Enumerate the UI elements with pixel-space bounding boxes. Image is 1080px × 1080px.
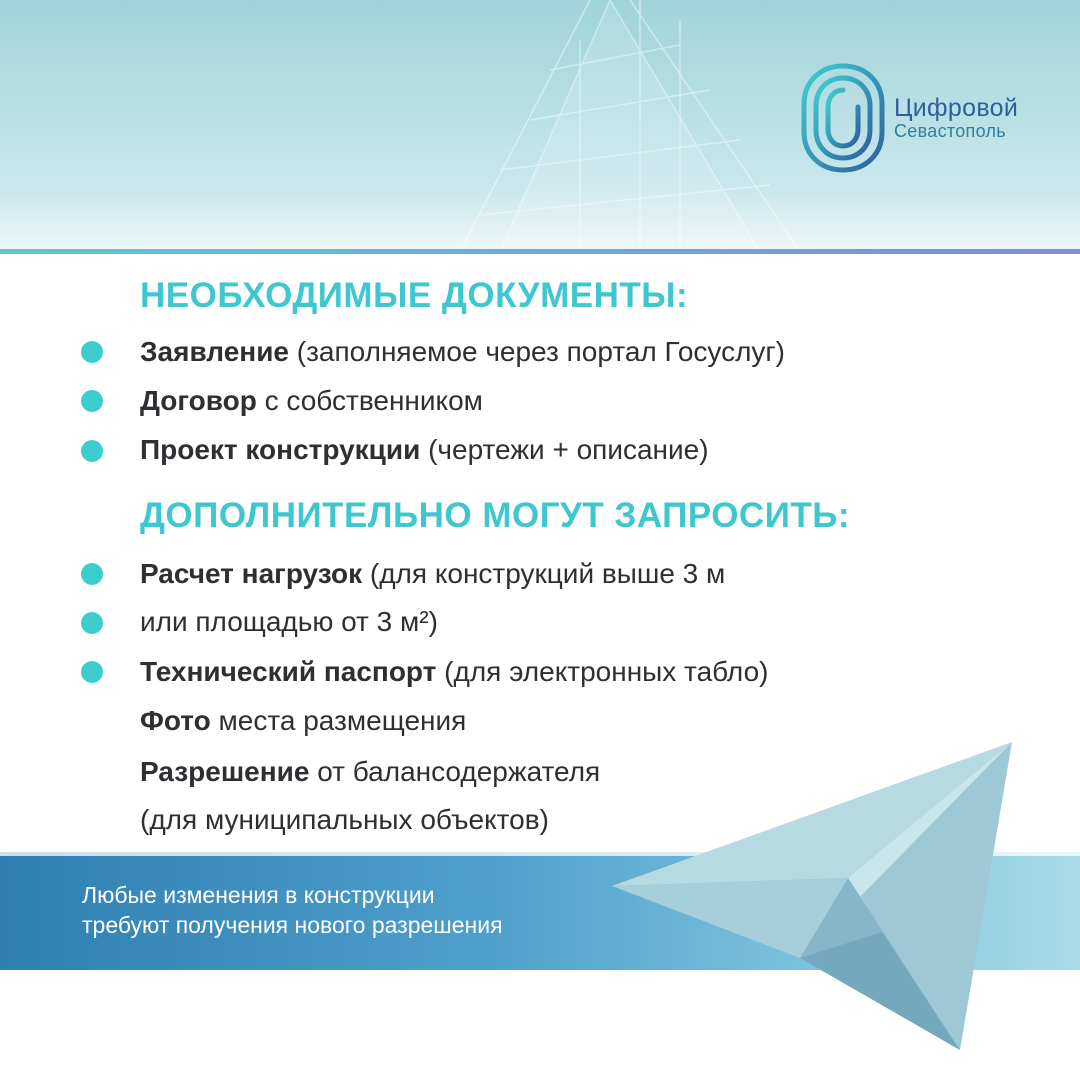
item-text: (для электронных табло): [436, 656, 769, 687]
item-text: (заполняемое через портал Госуслуг): [288, 336, 785, 367]
item-text: (для муниципальных объектов): [140, 804, 549, 835]
item-text: (чертежи + описание): [420, 434, 709, 465]
list-item: [140, 383, 483, 419]
item-bold-label: Расчет нагрузок: [140, 558, 363, 589]
list-item: [140, 802, 549, 838]
footer-line-2: требуют получения нового разрешения: [82, 912, 503, 938]
item-bold-label: Технический паспорт: [140, 656, 437, 687]
bullet-icon: [81, 563, 103, 585]
item-text: (для конструкций выше 3 м: [362, 558, 726, 589]
logo: [800, 62, 1018, 174]
list-item: [140, 754, 600, 790]
header-fade: [0, 192, 1080, 252]
item-bold-label: Фото: [140, 705, 211, 736]
paper-plane-icon: [600, 738, 1060, 1068]
item-bold-label: Разрешение: [140, 756, 310, 787]
item-bold-label: Заявление: [140, 336, 289, 367]
bullet-icon: [81, 440, 103, 462]
list-item: [140, 604, 438, 640]
item-text: или площадью от 3 м²): [140, 606, 438, 637]
logo-title: Цифровой: [894, 94, 1019, 123]
item-text: с собственником: [256, 385, 483, 416]
bullet-icon: [81, 390, 103, 412]
bullet-icon: [81, 341, 103, 363]
item-bold-label: Договор: [140, 385, 257, 416]
header-divider: [0, 249, 1080, 254]
list-item: [140, 703, 466, 739]
list-item: [140, 654, 768, 690]
section-title-may-request: ДОПОЛНИТЕЛЬНО МОГУТ ЗАПРОСИТЬ:: [140, 496, 851, 535]
item-text: места размещения: [210, 705, 467, 736]
logo-subtitle: Севастополь: [894, 120, 1006, 141]
bullet-icon: [81, 661, 103, 683]
item-text: от балансодержателя: [309, 756, 601, 787]
footer-line-1: Любые изменения в конструкции: [82, 882, 435, 908]
list-item: [140, 432, 709, 468]
list-item: [140, 334, 785, 370]
section-title-required-documents: НЕОБХОДИМЫЕ ДОКУМЕНТЫ:: [140, 276, 689, 315]
fingerprint-logo-icon: [800, 62, 886, 174]
footer-note: [82, 880, 503, 940]
bullet-icon: [81, 612, 103, 634]
item-bold-label: Проект конструкции: [140, 434, 421, 465]
list-item: [140, 556, 725, 592]
